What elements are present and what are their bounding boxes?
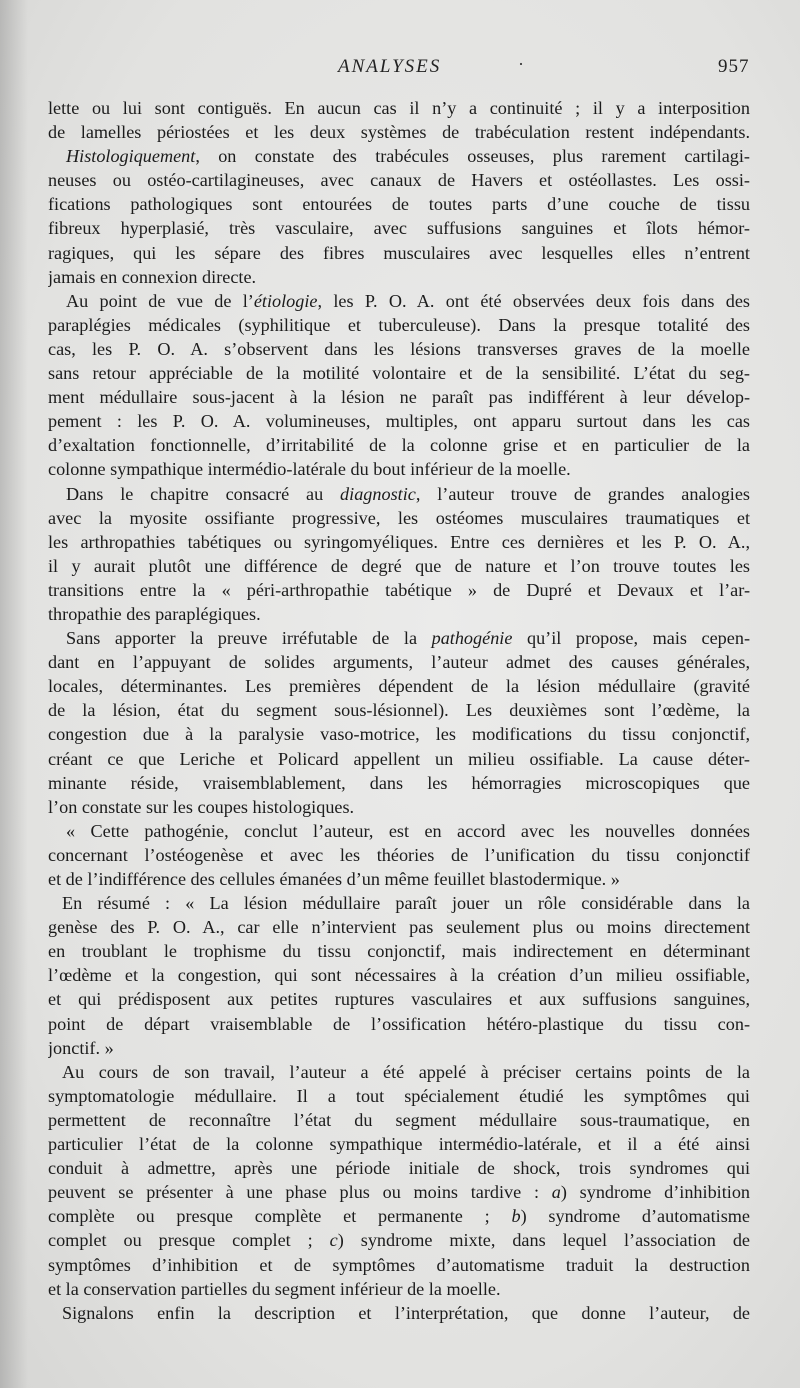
text-line: complet ou presque complet ; c) syndrome mixte, dans lequel l’association de [48,1230,750,1251]
text-line: les arthropathies tabétiques ou syringomyéliques. Entre ces dernières et les P. O. A., [48,531,750,552]
text-line: conduit à admettre, après une période initiale de shock, trois syndromes qui [48,1158,750,1179]
text-line: et qui prédisposent aux petites ruptures vasculaires et aux suffusions sanguines, [48,989,750,1010]
text-line: fications pathologiques sont entourées de toutes parts d’une couche de tissu [48,194,750,215]
text-line: colonne sympathique intermédio-latérale du bout inférieur de la moelle. [48,459,571,480]
text-line: Au cours de son travail, l’auteur a été appelé à préciser certains points de la [62,1061,750,1082]
text-line: particulier l’état de la colonne sympathique intermédio-latérale, et il a été ainsi [48,1134,750,1155]
text-line: d’exaltation fonctionnelle, d’irritabilité de la colonne grise et en particulier de la [48,435,750,456]
text-line: « Cette pathogénie, conclut l’auteur, est en accord avec les nouvelles données [66,820,750,841]
text-line: en troublant le trophisme du tissu conjonctif, mais indirectement en déterminant [48,941,750,962]
text-line: concernant l’ostéogenèse et avec les théories de l’unification du tissu conjonctif [48,844,750,865]
text-line: neuses ou ostéo-cartilagineuses, avec canaux de Havers et ostéollastes. Les ossi- [48,170,750,191]
text-line: paraplégies médicales (syphilitique et tuberculeuse). Dans la presque totalité des [48,314,750,335]
text-line: Histologiquement, on constate des trabécules osseuses, plus rarement cartilagi- [66,146,750,167]
text-line: transitions entre la « péri-arthropathie tabétique » de Dupré et Devaux et l’ar- [48,579,750,600]
text-line: Au point de vue de l’étiologie, les P. O. A. ont été observées deux fois dans des [66,290,750,311]
text-line: jonctif. » [48,1037,114,1058]
text-line: l’on constate sur les coupes histologiques. [48,796,355,817]
emphasis-a: a [551,1182,561,1203]
text-line: et de l’indifférence des cellules émanées d’un même feuillet blastodermique. » [48,869,620,889]
text-line: complète ou presque complète et permanente ; b) syndrome d’automatisme [48,1206,750,1227]
text-line: ment médullaire sous-jacent à la lésion ne paraît pas indifférent à leur dévelop- [48,387,750,408]
text-line: de lamelles périostées et les deux systèmes de trabéculation restent indépendants. [48,122,750,143]
text-line: Sans apporter la preuve irréfutable de la pathogénie qu’il propose, mais cepen- [66,628,750,649]
text-line: congestion due à la paralysie vaso-motrice, les modifications du tissu conjonctif, [48,724,750,745]
text-line: cas, les P. O. A. s’observent dans les lésions transverses graves de la moelle [48,338,750,359]
section-title: ANALYSES [338,56,442,77]
text-line: peuvent se présenter à une phase plus ou moins tardive : a) syndrome d’inhibition [48,1182,750,1203]
text-line: En résumé : « La lésion médullaire paraît jouer un rôle considérable dans la [62,893,750,914]
text-line: dant en l’appuyant de solides arguments, l’auteur admet des causes générales, [48,652,750,673]
text-line: jamais en connexion directe. [48,266,257,287]
text-line: de la lésion, état du segment sous-lésionnel). Les deuxièmes sont l’œdème, la [48,700,750,721]
emphasis-histologiquement: Histologiquement [66,146,196,167]
text-line: symptômes d’inhibition et de symptômes d’automatisme traduit la destruction [48,1254,750,1275]
text-line: minante réside, vraisemblablement, dans les hémorragies microscopiques que [48,772,750,793]
text-line: permettent de reconnaître l’état du segment médullaire sous-traumatique, en [48,1109,750,1130]
text-line: point de départ vraisemblable de l’ossification hétéro-plastique du tissu con- [48,1013,750,1034]
text-line: l’œdème et la congestion, qui sont nécessaires à la création d’un milieu ossifiable, [48,965,750,986]
emphasis-b: b [511,1206,521,1227]
text-line: Signalons enfin la description et l’interprétation, que donne l’auteur, de [62,1302,750,1323]
text-line: Dans le chapitre consacré au diagnostic, l’auteur trouve de grandes analogies [66,483,750,504]
running-header [0,56,800,82]
text-line: fibreux hyperplasié, très vasculaire, avec suffusions sanguines et îlots hémor- [48,218,750,239]
emphasis-etiologie: étiologie [253,290,318,311]
text-line: symptomatologie médullaire. Il a tout spécialement étudié les symptômes qui [48,1085,750,1106]
text-line: ragiques, qui les sépare des fibres musculaires avec lesquelles elles n’entrent [48,242,750,263]
text-line: il y aurait plutôt une différence de degré que de nature et l’on trouve toutes les [48,555,750,576]
text-line: créant ce que Leriche et Policard appellent un milieu ossifiable. La cause déter- [48,748,750,769]
text-line: et la conservation partielles du segment inférieur de la moelle. [48,1278,501,1299]
page-number: 957 [718,56,750,77]
emphasis-c: c [329,1230,338,1251]
text-line: pement : les P. O. A. volumineuses, multiples, ont apparu surtout dans les cas [48,411,750,432]
text-line: thropathie des paraplégiques. [48,603,261,624]
text-line: genèse des P. O. A., car elle n’intervient pas seulement plus ou moins directement [48,917,750,938]
header-separator: · [518,54,524,74]
emphasis-pathogenie: pathogénie [431,628,513,649]
emphasis-diagnostic: diagnostic [340,483,416,504]
text-line: locales, déterminantes. Les premières dépendent de la lésion médullaire (gravité [48,676,750,697]
text-line: sans retour appréciable de la motilité volontaire et de la sensibilité. L’état du seg- [48,363,750,384]
article-body [48,96,750,1325]
text-line: lette ou lui sont contiguës. En aucun cas il n’y a continuité ; il y a interposition [48,98,750,118]
text-line: avec la myosite ossifiante progressive, les ostéomes musculaires traumatiques et [48,507,750,528]
